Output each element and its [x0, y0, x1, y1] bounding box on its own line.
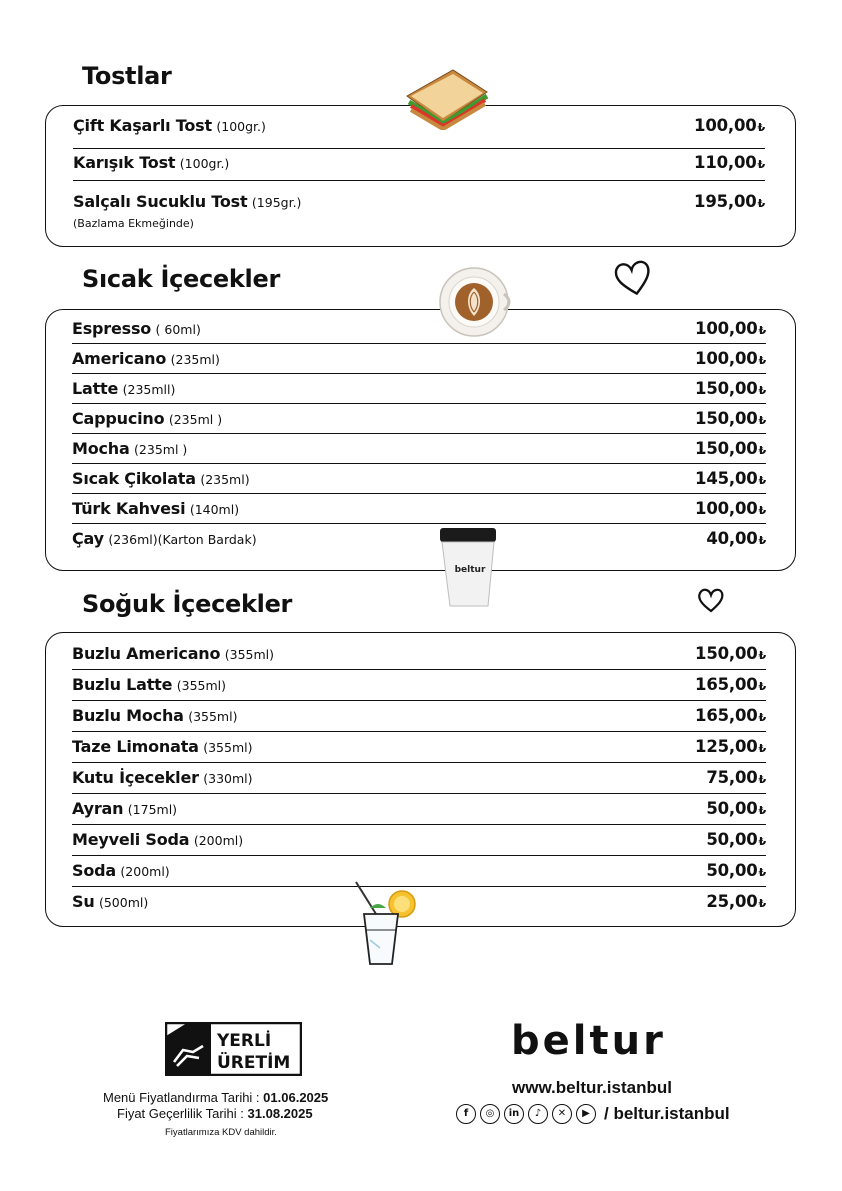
item-size: (330ml)	[203, 771, 253, 786]
item-size: (100gr.)	[179, 156, 230, 171]
validity-date: 31.08.2025	[247, 1106, 313, 1121]
section-title-sicak: Sıcak İçecekler	[82, 265, 280, 293]
yerli-uretim-logo	[165, 1022, 302, 1076]
tiktok-icon[interactable]: ♪	[528, 1104, 548, 1124]
item-size: (175ml)	[127, 802, 178, 817]
item-name: Kutu İçecekler	[72, 768, 199, 787]
item-size: (100gr.)	[216, 119, 266, 134]
item-size: (236ml)(Karton Bardak)	[108, 532, 257, 547]
item-name: Cappucino	[72, 409, 165, 428]
item-name: Mocha	[72, 439, 130, 458]
item-name: Meyveli Soda	[72, 830, 190, 849]
item-price: 100,00₺	[695, 499, 766, 518]
item-price: 150,00₺	[695, 379, 766, 398]
item-size: (355ml)	[203, 740, 253, 755]
item-price: 40,00₺	[706, 529, 766, 548]
yerli-line2: ÜRETİM	[217, 1053, 291, 1073]
menu-item	[72, 439, 766, 464]
item-size: (195gr.)	[251, 195, 302, 210]
item-name: Karışık Tost	[73, 153, 176, 172]
item-price: 150,00₺	[695, 439, 766, 458]
menu-item	[72, 644, 766, 670]
item-price: 100,00₺	[694, 116, 765, 135]
heart-doodle-small-icon	[695, 585, 727, 615]
linkedin-icon[interactable]: in	[504, 1104, 524, 1124]
menu-item	[72, 469, 766, 494]
item-name: Çay	[72, 529, 104, 548]
paper-cup-icon	[436, 526, 502, 610]
item-size: (235ml )	[134, 442, 188, 457]
menu-item	[72, 675, 766, 701]
item-size: (355ml)	[188, 709, 238, 724]
item-size: ( 60ml)	[155, 322, 201, 337]
item-size: (235ml)	[200, 472, 250, 487]
menu-item	[72, 799, 766, 825]
item-note: (Bazlama Ekmeğinde)	[73, 217, 194, 230]
menu-item	[72, 529, 766, 554]
menu-item	[73, 153, 765, 181]
validity-date-label: Fiyat Geçerlilik Tarihi :	[117, 1106, 244, 1121]
section-title-tostlar: Tostlar	[82, 62, 172, 90]
item-size: (200ml)	[193, 833, 244, 848]
item-price: 165,00₺	[695, 675, 766, 694]
item-name: Buzlu Mocha	[72, 706, 184, 725]
item-name: Espresso	[72, 319, 152, 338]
menu-item	[73, 192, 765, 237]
item-name: Soda	[72, 861, 116, 880]
pricing-date-line	[103, 1090, 328, 1105]
website-link[interactable]: www.beltur.istanbul	[512, 1078, 672, 1097]
item-price: 110,00₺	[694, 153, 765, 172]
item-price: 25,00₺	[706, 892, 766, 911]
item-size: (140ml)	[189, 502, 240, 517]
item-name: Buzlu Latte	[72, 675, 173, 694]
menu-item	[72, 706, 766, 732]
item-price: 50,00₺	[706, 799, 766, 818]
item-name: Americano	[72, 349, 167, 368]
item-size: (355ml)	[224, 647, 275, 662]
item-size: (500ml)	[98, 895, 149, 910]
item-size: (235mll)	[122, 382, 176, 397]
item-price: 75,00₺	[706, 768, 766, 787]
item-price: 100,00₺	[695, 349, 766, 368]
menu-item	[72, 768, 766, 794]
item-name: Taze Limonata	[72, 737, 199, 756]
sicak-rows	[45, 309, 796, 571]
item-name: Ayran	[72, 799, 124, 818]
sandwich-icon	[403, 66, 491, 130]
pricing-date-label: Menü Fiyatlandırma Tarihi :	[103, 1090, 260, 1105]
menu-item	[72, 409, 766, 434]
latte-cup-icon	[438, 264, 514, 340]
item-price: 100,00₺	[695, 319, 766, 338]
item-size: (235ml )	[168, 412, 223, 427]
yerli-line1: YERLİ	[217, 1031, 272, 1051]
heart-doodle-icon	[612, 258, 654, 298]
pricing-date: 01.06.2025	[263, 1090, 329, 1105]
item-price: 50,00₺	[706, 830, 766, 849]
item-size: (355ml)	[176, 678, 227, 693]
menu-item	[72, 319, 766, 344]
facebook-icon[interactable]: f	[456, 1104, 476, 1124]
cup-brand-label: beltur	[454, 565, 486, 575]
instagram-icon[interactable]: ◎	[480, 1104, 500, 1124]
item-size: (200ml)	[120, 864, 170, 879]
menu-item	[72, 499, 766, 524]
item-name: Buzlu Americano	[72, 644, 221, 663]
item-price: 125,00₺	[695, 737, 766, 756]
youtube-icon[interactable]: ▶	[576, 1104, 596, 1124]
item-name: Salçalı Sucuklu Tost	[73, 192, 248, 211]
item-price: 150,00₺	[695, 409, 766, 428]
item-name: Su	[72, 892, 95, 911]
item-price: 150,00₺	[695, 644, 766, 663]
item-name: Latte	[72, 379, 119, 398]
beltur-logo	[511, 1020, 683, 1060]
brand-text: beltur	[511, 1020, 666, 1060]
item-name: Sıcak Çikolata	[72, 469, 196, 488]
item-size: (235ml)	[170, 352, 220, 367]
menu-item	[72, 737, 766, 763]
item-price: 165,00₺	[695, 706, 766, 725]
lemonade-glass-icon	[350, 878, 420, 970]
social-links	[456, 1104, 730, 1124]
vat-note: Fiyatlarımıza KDV dahildir.	[165, 1127, 277, 1138]
item-price: 195,00₺	[694, 192, 765, 211]
item-name: Çift Kaşarlı Tost	[73, 116, 212, 135]
social-handle[interactable]: / beltur.istanbul	[604, 1104, 730, 1123]
menu-item	[72, 379, 766, 404]
item-name: Türk Kahvesi	[72, 499, 186, 518]
menu-item	[72, 830, 766, 856]
x-icon[interactable]: ✕	[552, 1104, 572, 1124]
item-price: 145,00₺	[695, 469, 766, 488]
menu-item	[72, 349, 766, 374]
soguk-rows	[45, 632, 796, 927]
item-price: 50,00₺	[706, 861, 766, 880]
validity-date-line	[117, 1106, 313, 1121]
section-title-soguk: Soğuk İçecekler	[82, 590, 293, 618]
